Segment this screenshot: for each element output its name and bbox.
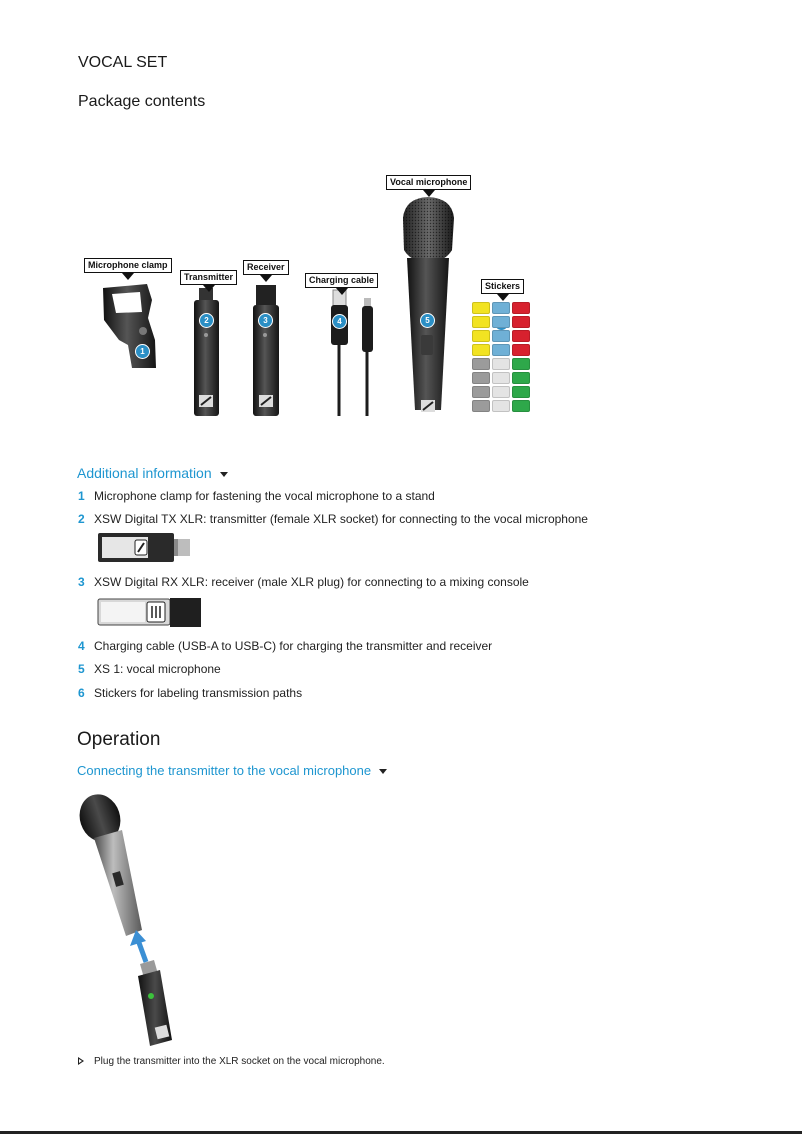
chevron-down-icon	[379, 769, 387, 774]
sticker	[512, 302, 530, 314]
receiver-thumbnail	[97, 596, 203, 629]
list-item: 1 Microphone clamp for fastening the vocal microphone to a stand	[78, 489, 435, 503]
package-contents-illustration	[0, 0, 802, 440]
connect-transmitter-illustration	[78, 790, 188, 1050]
label-transmitter: Transmitter	[180, 270, 237, 285]
sticker	[492, 302, 510, 314]
badge-3: 3	[258, 313, 273, 328]
receiver-illustration	[253, 285, 279, 416]
label-stickers: Stickers	[481, 279, 524, 294]
label-receiver: Receiver	[243, 260, 289, 275]
operation-heading: Operation	[77, 729, 161, 750]
doc-title: VOCAL SET	[78, 54, 168, 71]
connecting-transmitter-toggle[interactable]	[77, 763, 387, 778]
sticker	[512, 358, 530, 370]
badge-2: 2	[199, 313, 214, 328]
sticker	[472, 386, 490, 398]
sticker	[512, 386, 530, 398]
sticker	[492, 316, 510, 328]
sticker	[472, 302, 490, 314]
list-item: 3 XSW Digital RX XLR: receiver (male XLR plug) for connecting to a mixing console	[78, 575, 529, 589]
sticker	[492, 372, 510, 384]
list-item: 4 Charging cable (USB-A to USB-C) for charging the transmitter and receiver	[78, 639, 493, 653]
badge-4: 4	[332, 314, 347, 329]
label-microphone-clamp: Microphone clamp	[84, 258, 172, 273]
sticker	[492, 386, 510, 398]
list-item: 5 XS 1: vocal microphone	[78, 662, 221, 676]
sticker	[512, 372, 530, 384]
step-marker-icon	[78, 1057, 84, 1065]
transmitter-illustration	[194, 288, 219, 416]
instruction-step: Plug the transmitter into the XLR socket on the vocal microphone.	[78, 1056, 385, 1067]
sticker	[472, 358, 490, 370]
sticker	[492, 358, 510, 370]
badge-1: 1	[135, 344, 150, 359]
sticker	[512, 400, 530, 412]
sticker	[472, 316, 490, 328]
sticker	[512, 316, 530, 328]
sticker-sheet	[472, 302, 530, 412]
sticker	[512, 344, 530, 356]
sticker	[472, 400, 490, 412]
sticker	[492, 344, 510, 356]
additional-information-label: Additional information	[77, 465, 212, 481]
label-vocal-microphone: Vocal microphone	[386, 175, 471, 190]
badge-5: 5	[420, 313, 435, 328]
charging-cable-illustration	[331, 290, 373, 416]
sticker	[512, 330, 530, 342]
sticker	[492, 330, 510, 342]
sticker	[472, 344, 490, 356]
vocal-microphone-illustration	[403, 197, 454, 412]
chevron-down-icon	[220, 472, 228, 477]
sticker	[472, 330, 490, 342]
list-item: 2 XSW Digital TX XLR: transmitter (female XLR socket) for connecting to the vocal microphone	[78, 512, 588, 526]
connecting-transmitter-label: Connecting the transmitter to the vocal microphone	[77, 763, 372, 778]
sticker	[492, 400, 510, 412]
label-charging-cable: Charging cable	[305, 273, 378, 288]
additional-information-toggle[interactable]	[77, 465, 228, 481]
sticker	[472, 372, 490, 384]
section-title-package-contents: Package contents	[78, 93, 206, 110]
transmitter-thumbnail	[97, 531, 193, 564]
list-item: 6 Stickers for labeling transmission paths	[78, 686, 303, 700]
